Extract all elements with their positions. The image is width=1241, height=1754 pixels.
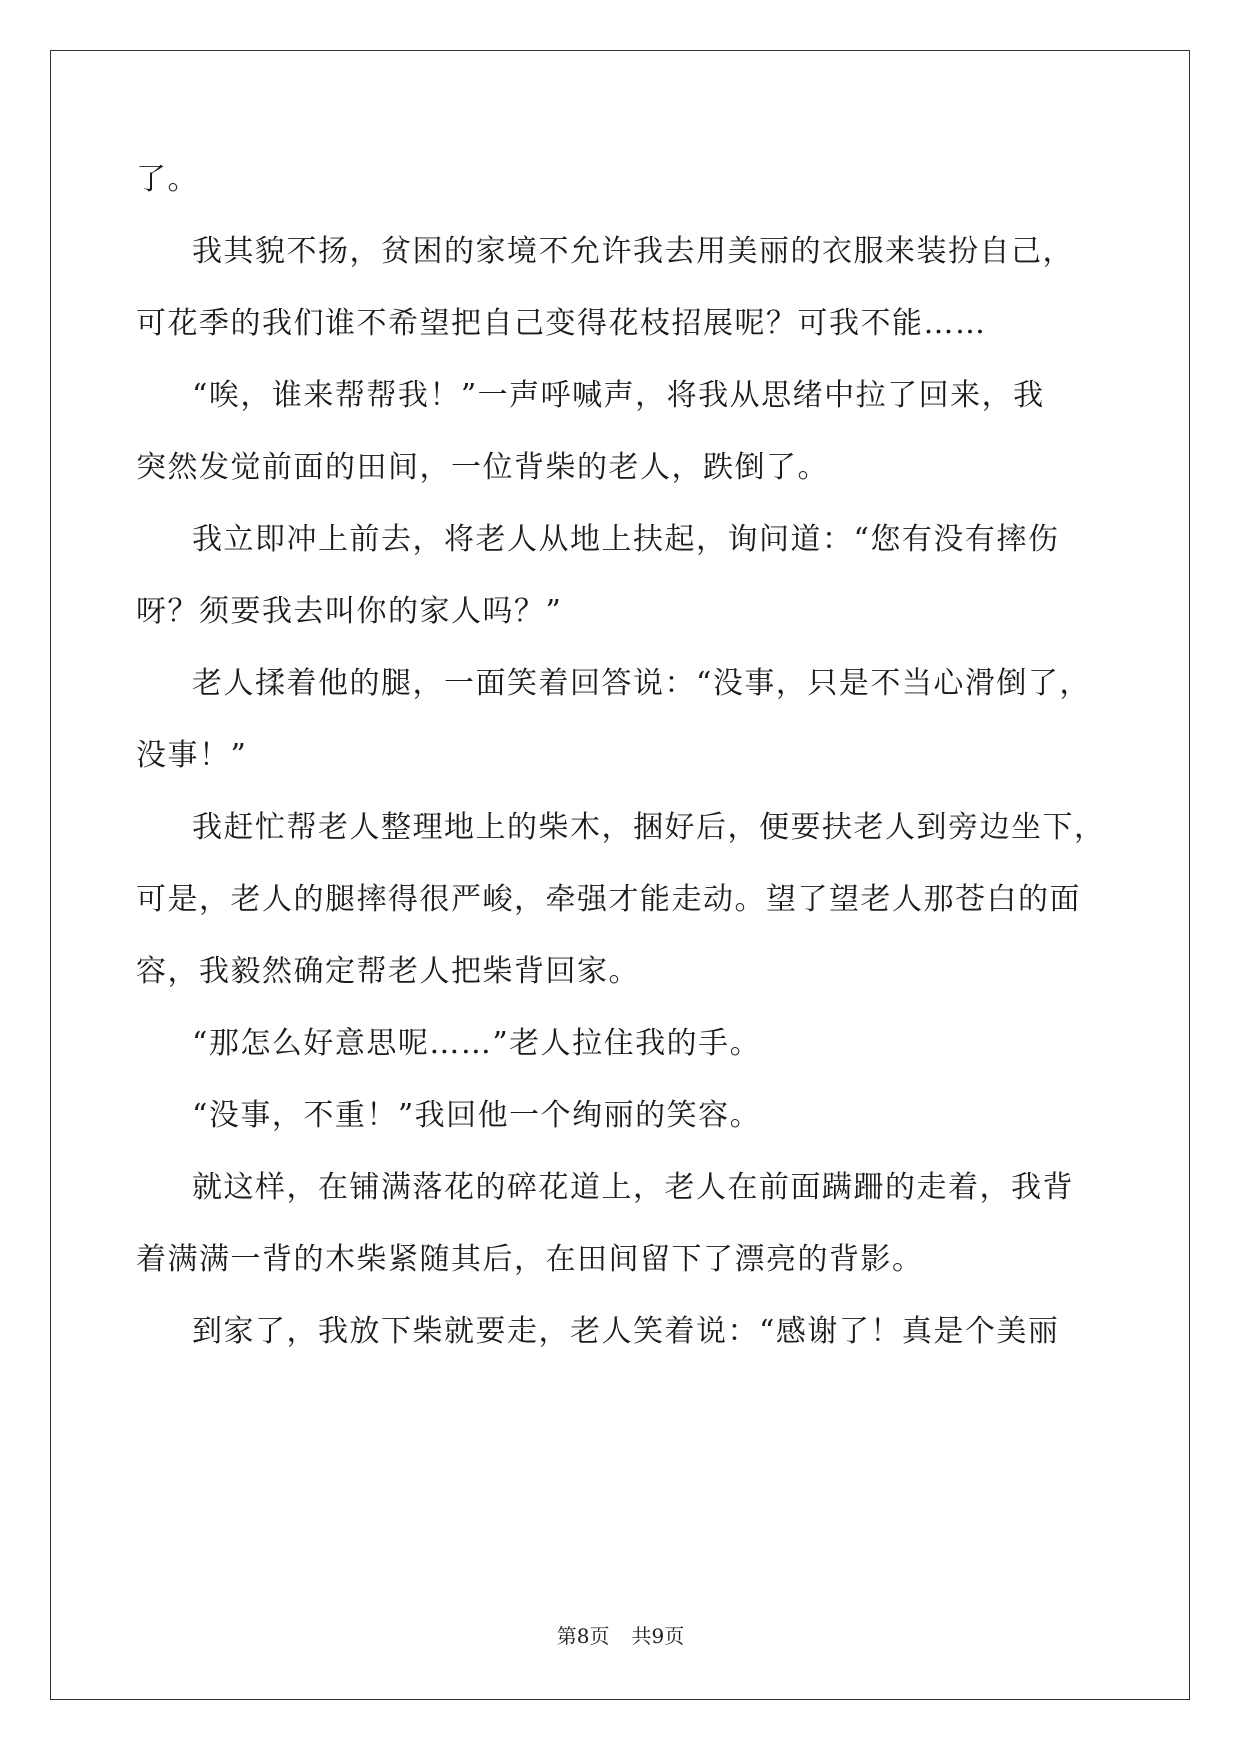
text-line: 到家了，我放下柴就要走，老人笑着说：“感谢了！真是个美丽: [192, 1314, 1060, 1349]
text-line: 就这样，在铺满落花的碎花道上，老人在前面蹒跚的走着，我背: [192, 1170, 1074, 1205]
page-border: [50, 50, 1190, 1700]
text-line: 我赶忙帮老人整理地上的柴木，捆好后，便要扶老人到旁边坐下，: [192, 810, 1106, 845]
text-line: 我立即冲上前去，将老人从地上扶起，询问道：“您有没有摔伤: [192, 522, 1060, 557]
text-line: 可花季的我们谁不希望把自己变得花枝招展呢？可我不能……: [136, 306, 987, 341]
text-line: 呀？须要我去叫你的家人吗？”: [136, 594, 563, 629]
text-line: 我其貌不扬，贫困的家境不允许我去用美丽的衣服来装扮自己，: [192, 234, 1074, 269]
text-line: 没事！”: [136, 738, 248, 773]
text-line: 容，我毅然确定帮老人把柴背回家。: [136, 954, 640, 989]
text-line: 可是，老人的腿摔得很严峻，牵强才能走动。望了望老人那苍白的面: [136, 882, 1081, 917]
current-page-label: 第8页: [556, 1624, 610, 1648]
text-line: 突然发觉前面的田间，一位背柴的老人，跌倒了。: [136, 450, 829, 485]
text-line: 着满满一背的木柴紧随其后，在田间留下了漂亮的背影。: [136, 1242, 924, 1277]
text-line: “没事，不重！”我回他一个绚丽的笑容。: [192, 1098, 762, 1133]
page-footer: [0, 1624, 1241, 1648]
text-line: “那怎么好意思呢……”老人拉住我的手。: [192, 1026, 762, 1061]
text-line: “唉，谁来帮帮我！”一声呼喊声，将我从思绪中拉了回来，我: [192, 378, 1045, 413]
total-pages-label: 共9页: [631, 1624, 685, 1648]
text-line: 老人揉着他的腿，一面笑着回答说：“没事，只是不当心滑倒了，: [192, 666, 1091, 701]
text-line: 了。: [136, 162, 199, 197]
